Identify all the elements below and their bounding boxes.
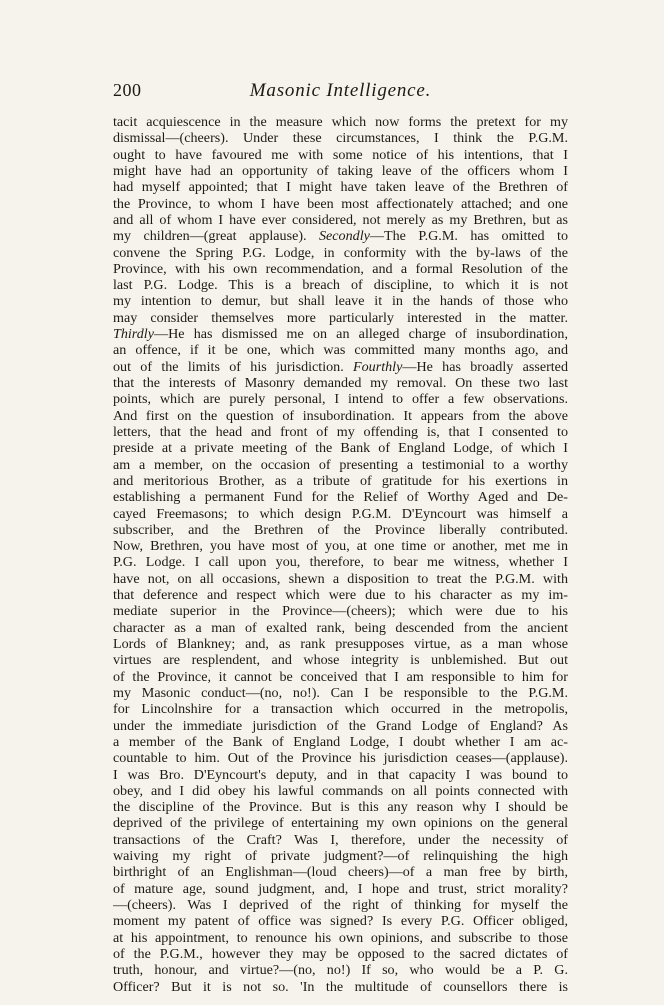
text-line bbox=[113, 979, 568, 995]
text-line bbox=[113, 554, 568, 570]
text-segment: of the Province, it cannot be conceived that I am responsible to him for bbox=[113, 668, 568, 685]
italic-text: Fourthly bbox=[353, 358, 403, 375]
text-line bbox=[113, 489, 568, 505]
text-segment: letters, that the head and front of my offending is, that I consented to bbox=[113, 423, 568, 440]
text-line bbox=[113, 391, 568, 407]
text-line bbox=[113, 114, 568, 130]
text-segment: am a member, on the occasion of presenting a testimonial to a worthy bbox=[113, 456, 568, 473]
text-segment: ought to have favoured me with some notice of his intentions, that I bbox=[113, 146, 568, 163]
text-line bbox=[113, 228, 568, 244]
text-segment: —(cheers). Was I deprived of the right of thinking for myself the bbox=[113, 897, 568, 913]
text-segment: obey, and I did obey his lawful commands on all points connected with bbox=[113, 782, 568, 799]
text-line bbox=[113, 848, 568, 864]
text-segment: transactions of the Craft? Was I, therefore, under the necessity of bbox=[113, 831, 568, 848]
italic-text: Thirdly bbox=[113, 326, 154, 343]
text-line bbox=[113, 897, 568, 913]
text-segment: last P.G. Lodge. This is a breach of discipline, to which it is not bbox=[113, 277, 568, 294]
page-number: 200 bbox=[113, 80, 142, 100]
text-segment: the Province, to whom I have been most affectionately attached; and one bbox=[113, 195, 568, 212]
text-segment: the discipline of the Province. But is this any reason why I should be bbox=[113, 799, 568, 816]
text-line bbox=[113, 440, 568, 456]
text-segment: of the P.G.M., however they may be opposed to the sacred dictates of bbox=[113, 945, 568, 962]
text-segment: mediate superior in the Province—(cheers); which were due to his bbox=[113, 603, 568, 620]
text-line bbox=[113, 538, 568, 554]
text-segment: P.G. Lodge. I call upon you, therefore, to bear me witness, whether I bbox=[113, 554, 568, 571]
text-segment: virtues are resplendent, and whose integrity is unblemished. But out bbox=[113, 652, 568, 669]
text-line bbox=[113, 408, 568, 424]
text-segment: my intention to demur, but shall leave it in the hands of those who bbox=[113, 293, 568, 310]
text-segment: waiving my right of private judgment?—of relinquishing the high bbox=[113, 848, 568, 865]
text-segment: under the immediate jurisdiction of the Grand Lodge of England? As bbox=[113, 717, 568, 734]
text-segment: Officer? But it is not so. 'In the multitude of counsellors there is bbox=[113, 978, 568, 995]
text-segment: had myself appointed; that I might have taken leave of the Brethren of bbox=[113, 179, 568, 196]
text-line bbox=[113, 375, 568, 391]
text-segment: preside at a private meeting of the Bank of England Lodge, of which I bbox=[113, 440, 568, 457]
text-segment: birthright of an Englishman—(loud cheers)—of a man free by birth, bbox=[113, 864, 568, 881]
text-segment: of mature age, sound judgment, and, I hope and trust, strict morality? bbox=[113, 880, 568, 897]
text-segment: tacit acquiescence in the measure which now forms the pretext for my bbox=[113, 114, 568, 130]
running-title: Masonic Intelligence. bbox=[249, 80, 432, 101]
text-line bbox=[113, 783, 568, 799]
text-line bbox=[113, 685, 568, 701]
text-line bbox=[113, 815, 568, 831]
text-line bbox=[113, 277, 568, 293]
text-line bbox=[113, 571, 568, 587]
text-line bbox=[113, 179, 568, 195]
text-line bbox=[113, 930, 568, 946]
text-line bbox=[113, 245, 568, 261]
text-line bbox=[113, 587, 568, 603]
text-segment: Now, Brethren, you have most of you, at one time or another, met me in bbox=[113, 538, 568, 555]
text-line bbox=[113, 457, 568, 473]
text-segment: deprived of the privilege of entertaining my own opinions on the general bbox=[113, 815, 568, 832]
text-line bbox=[113, 636, 568, 652]
text-segment: subscriber, and the Brethren of the Province liberally contributed. bbox=[113, 521, 568, 538]
text-line bbox=[113, 881, 568, 897]
text-line bbox=[113, 603, 568, 619]
text-segment: that deference and respect which were due to his character as my im- bbox=[113, 587, 568, 604]
text-line bbox=[113, 196, 568, 212]
text-line bbox=[113, 864, 568, 880]
text-line bbox=[113, 147, 568, 163]
text-segment: moment my patent of office was signed? Is every P.G. Officer obliged, bbox=[113, 913, 568, 930]
text-line bbox=[113, 701, 568, 717]
text-segment: dismissal—(cheers). Under these circumstances, I think the P.G.M. bbox=[113, 130, 568, 147]
text-segment: and all of whom I have ever considered, not merely as my Brethren, but as bbox=[113, 211, 568, 228]
text-line bbox=[113, 326, 568, 342]
text-line bbox=[113, 946, 568, 962]
text-line bbox=[113, 212, 568, 228]
text-line bbox=[113, 130, 568, 146]
text-line bbox=[113, 506, 568, 522]
text-segment: truth, honour, and virtue?—(no, no!) If so, who would be a P. G. bbox=[113, 962, 568, 979]
text-segment: may consider themselves more particularly interested in the matter. bbox=[113, 309, 568, 326]
text-line bbox=[113, 913, 568, 929]
text-line bbox=[113, 962, 568, 978]
text-segment: Lords of Blankney; and, as rank presupposes virtue, as a man whose bbox=[113, 636, 568, 652]
text-line bbox=[113, 734, 568, 750]
text-segment: a member of the Bank of England Lodge, I doubt whether I am ac- bbox=[113, 733, 568, 750]
text-segment: might have had an opportunity of taking leave of the officers whom I bbox=[113, 162, 568, 179]
text-segment: —He has broadly asserted bbox=[402, 358, 568, 375]
text-segment: Province, with his own recommendation, and a formal Resolution of the bbox=[113, 260, 568, 277]
text-segment: convene the Spring P.G. Lodge, in conformity with the by-laws of the bbox=[113, 244, 568, 261]
text-segment: for Lincolnshire for a transaction which occurred in the metropolis, bbox=[113, 701, 568, 718]
text-line bbox=[113, 424, 568, 440]
text-segment: points, which are purely personal, I intend to offer a few observations. bbox=[113, 391, 568, 408]
text-line bbox=[113, 261, 568, 277]
text-line bbox=[113, 767, 568, 783]
text-segment: And first on the question of insubordination. It appears from the above bbox=[113, 407, 568, 424]
text-line bbox=[113, 832, 568, 848]
text-line bbox=[113, 163, 568, 179]
text-segment: at his appointment, to renounce his own opinions, and subscribe to those bbox=[113, 929, 568, 946]
text-line bbox=[113, 342, 568, 358]
text-line bbox=[113, 310, 568, 326]
text-segment: —The P.G.M. has omitted to bbox=[369, 228, 568, 245]
italic-text: Secondly bbox=[319, 228, 370, 245]
text-segment: I was Bro. D'Eyncourt's deputy, and in that capacity I was bound to bbox=[113, 766, 568, 783]
text-segment: —He has dismissed me on an alleged charge of insubordination, bbox=[153, 326, 568, 343]
text-segment: out of the limits of his jurisdiction. bbox=[113, 358, 354, 375]
text-line bbox=[113, 473, 568, 489]
text-segment: that the interests of Masonry demanded my removal. On these two last bbox=[113, 375, 568, 391]
text-line bbox=[113, 652, 568, 668]
text-segment: have not, on all occasions, shewn a disposition to treat the P.G.M. with bbox=[113, 570, 568, 587]
text-segment: my Masonic conduct—(no, no!). Can I be responsible to the P.G.M. bbox=[113, 684, 568, 701]
text-segment: countable to him. Out of the Province his jurisdiction ceases—(applause). bbox=[113, 750, 568, 767]
page-header bbox=[113, 80, 568, 106]
text-line bbox=[113, 718, 568, 734]
text-line bbox=[113, 750, 568, 766]
text-segment: my children—(great applause). bbox=[113, 228, 319, 245]
text-line bbox=[113, 799, 568, 815]
text-segment: cayed Freemasons; to which design P.G.M. D'Eyncourt was himself a bbox=[113, 505, 568, 522]
text-segment: character as a man of exalted rank, being descended from the ancient bbox=[113, 619, 568, 636]
body-text bbox=[113, 114, 568, 995]
text-line bbox=[113, 669, 568, 685]
text-line bbox=[113, 359, 568, 375]
text-segment: establishing a permanent Fund for the Relief of Worthy Aged and De- bbox=[113, 489, 568, 506]
text-line bbox=[113, 620, 568, 636]
text-segment: and meritorious Brother, as a tribute of gratitude for his exertions in bbox=[113, 472, 568, 489]
text-line bbox=[113, 293, 568, 309]
text-segment: an offence, if it be one, which was committed many months ago, and bbox=[113, 342, 568, 359]
text-line bbox=[113, 522, 568, 538]
